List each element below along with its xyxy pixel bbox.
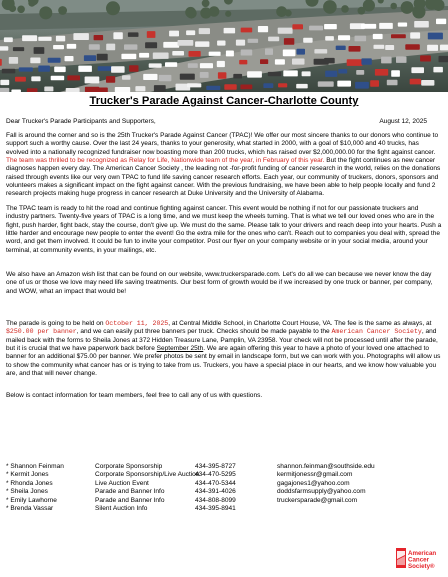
tree-shape bbox=[390, 3, 397, 10]
contact-name: * Sheila Jones bbox=[6, 488, 48, 496]
truck-shape bbox=[318, 81, 334, 86]
truck-shape bbox=[324, 24, 337, 29]
truck-shape bbox=[106, 44, 115, 51]
truck-shape bbox=[218, 72, 227, 78]
truck-shape bbox=[387, 80, 398, 86]
truck-shape bbox=[0, 59, 2, 66]
contact-role: Corporate Sponsorship bbox=[95, 463, 162, 471]
greeting: Dear Trucker's Parade Participants and Supporters, bbox=[6, 118, 156, 125]
truck-shape bbox=[84, 55, 96, 61]
contacts-intro: Below is contact information for team members, feel free to call any of us with questions. bbox=[6, 392, 443, 400]
truck-shape bbox=[30, 58, 40, 64]
truck-shape bbox=[53, 45, 64, 49]
tree-shape bbox=[106, 1, 120, 15]
truck-shape bbox=[113, 32, 122, 39]
truck-shape bbox=[427, 45, 438, 51]
truck-shape bbox=[296, 84, 308, 89]
truck-shape bbox=[115, 87, 130, 92]
truck-shape bbox=[439, 56, 448, 62]
truck-shape bbox=[233, 74, 242, 79]
truck-shape bbox=[391, 34, 406, 38]
truck-shape bbox=[4, 37, 13, 42]
svg-text:American: American bbox=[408, 550, 436, 557]
truck-shape bbox=[217, 41, 225, 46]
truck-shape bbox=[106, 76, 115, 83]
contact-phone: 434-470-5295 bbox=[195, 471, 236, 479]
paragraph-contacts-intro bbox=[6, 392, 443, 400]
truck-shape bbox=[355, 82, 369, 89]
truck-shape bbox=[122, 75, 131, 79]
truck-shape bbox=[2, 69, 16, 74]
team-text: The TPAC team is ready to hit the road and continue fighting against cancer. This event would be nothing if not for our passionate truckers and industry partners. Twenty-five years of TPAC is a long time, and we must keep the wheels turning. That is what we tell our loved ones who are in the fight, push harder, fight back, stay the course, don't give up. We must do the same. Please talk to your drivers and reach deep into your hearts. Push a little harder and encourage new people to enter the event! Go the extra mile for the ones who can't. Reach out to companies you deal with, spread the word, and get them involved. It could be fun to invite your competitor. Post our flyer on your company website or in your social media, around your terminal, at community events, in your mailings, etc. bbox=[6, 205, 443, 255]
tree-shape bbox=[200, 7, 211, 18]
truck-shape bbox=[428, 33, 443, 40]
truck-shape bbox=[111, 66, 125, 73]
contact-role: Corporate Sponsorship/Live Auction bbox=[95, 471, 199, 479]
truck-shape bbox=[324, 58, 335, 64]
truck-shape bbox=[128, 32, 139, 37]
truck-shape bbox=[98, 66, 113, 71]
contact-role: Live Auction Event bbox=[95, 480, 149, 488]
truck-shape bbox=[0, 46, 8, 50]
truck-shape bbox=[436, 19, 446, 25]
truck-shape bbox=[292, 59, 305, 65]
truck-shape bbox=[240, 85, 252, 90]
contact-phone: 434-395-8727 bbox=[195, 463, 236, 471]
truck-shape bbox=[297, 49, 306, 55]
tree-shape bbox=[186, 8, 197, 19]
truck-shape bbox=[200, 63, 213, 68]
truck-shape bbox=[135, 86, 145, 91]
truck-shape bbox=[278, 83, 287, 87]
truck-shape bbox=[268, 37, 279, 42]
details-text-4: , and mailed back with the forms to Sheila Jones at 372 Hidden Treasure Lane, Pamplin, VA 23958. Your check will not be processed until after the parade, but it is crucial that we have paperwork back before bbox=[6, 328, 438, 352]
truck-shape bbox=[258, 26, 268, 32]
contact-role: Silent Auction Info bbox=[95, 505, 147, 513]
truck-shape bbox=[44, 87, 53, 92]
truck-shape bbox=[309, 26, 323, 31]
truck-shape bbox=[153, 53, 169, 59]
truck-shape bbox=[0, 80, 9, 85]
truck-shape bbox=[303, 38, 312, 43]
truck-shape bbox=[165, 62, 177, 67]
truck-shape bbox=[361, 24, 376, 29]
details-text-3: , and we can easily put three banners per truck. Checks should be made payable to the bbox=[77, 328, 332, 335]
truck-shape bbox=[283, 50, 296, 57]
contact-role: Parade and Banner Info bbox=[95, 497, 165, 505]
truck-shape bbox=[147, 31, 156, 38]
svg-text:Society®: Society® bbox=[408, 563, 435, 570]
truck-shape bbox=[268, 72, 281, 76]
tree-shape bbox=[225, 11, 231, 17]
truck-shape bbox=[0, 88, 9, 92]
truck-shape bbox=[275, 59, 285, 64]
truck-shape bbox=[15, 77, 26, 82]
truck-shape bbox=[410, 32, 420, 38]
truck-shape bbox=[236, 40, 245, 46]
truck-shape bbox=[325, 71, 337, 77]
contact-phone: 434-470-5344 bbox=[195, 480, 236, 488]
truck-shape bbox=[187, 83, 201, 87]
truck-shape bbox=[292, 24, 303, 29]
greeting-line bbox=[6, 118, 443, 126]
truck-shape bbox=[139, 53, 149, 58]
contact-email: gagajones1@yahoo.com bbox=[277, 480, 350, 488]
intro-text: Fall is around the corner and so is the 25th Trucker's Parade Against Cancer (TPAC)! We offer our most sincere thanks to our donors who continue to support such a worthy cause. Over the last 24 years, thanks to your generosity, what started in 2000, with a goal of $10,000 and 40 trucks, has evolved into a nationally recognized fundraiser now boasting more than 200 trucks, which has raised over $2,000,000.00 for the fight against cancer. bbox=[6, 132, 438, 156]
truck-shape bbox=[224, 28, 236, 34]
truck-shape bbox=[178, 40, 194, 46]
wishlist-text: We also have an Amazon wish list that can be found on our website, www.truckersparade.com. Let's do all we can because we never know the day one of us or those we love may need life saving treatments. Our best form of growth would be if we increased by one truck or banner, per company, and WOW, what an impact that would be! bbox=[6, 271, 443, 296]
truck-shape bbox=[379, 23, 393, 29]
paperwork-deadline: September 25th bbox=[157, 345, 204, 352]
american-cancer-society-logo bbox=[396, 546, 446, 572]
truck-shape bbox=[11, 90, 21, 93]
truck-shape bbox=[433, 67, 443, 73]
truck-shape bbox=[27, 88, 38, 92]
truck-shape bbox=[349, 46, 361, 52]
details-text-2: , at Central Middle School, in Charlotte Court House, VA. The fee is the same as always, at bbox=[168, 320, 431, 327]
truck-shape bbox=[169, 31, 179, 37]
truck-shape bbox=[325, 36, 334, 41]
truck-shape bbox=[188, 63, 198, 68]
truck-shape bbox=[124, 44, 137, 49]
truck-shape bbox=[414, 21, 429, 28]
truck-shape bbox=[373, 34, 383, 39]
truck-shape bbox=[248, 39, 259, 43]
contact-phone: 434-808-8099 bbox=[195, 497, 236, 505]
tree-shape bbox=[276, 6, 287, 17]
truck-shape bbox=[51, 76, 64, 81]
contact-phone: 434-395-8941 bbox=[195, 505, 236, 513]
truck-shape bbox=[180, 74, 195, 80]
truck-shape bbox=[98, 88, 108, 93]
truck-shape bbox=[54, 67, 65, 73]
contact-name: * Rhonda Jones bbox=[6, 480, 53, 488]
truck-shape bbox=[13, 47, 24, 51]
contact-email: doddsfarmsupply@yahoo.com bbox=[277, 488, 366, 496]
truck-shape bbox=[159, 75, 172, 81]
truck-shape bbox=[149, 63, 162, 67]
truck-shape bbox=[411, 67, 424, 73]
truck-shape bbox=[94, 35, 104, 40]
truck-shape bbox=[19, 67, 33, 71]
truck-shape bbox=[278, 28, 293, 34]
truck-shape bbox=[31, 76, 40, 81]
truck-shape bbox=[121, 54, 136, 59]
truck-shape bbox=[265, 48, 273, 55]
truck-shape bbox=[163, 42, 179, 48]
truck-shape bbox=[206, 86, 220, 90]
tree-shape bbox=[401, 1, 414, 14]
tree-shape bbox=[39, 6, 52, 19]
paragraph-wishlist bbox=[6, 271, 443, 296]
details-text-5: . We are again offering this year to have a photo of your loved one attached to banner for an additional $75.00 per banner. We prefer photos be sent by email in landscape form, but we can work with you. Photographs will allow us to show the community what cancer has or is trying to take from us. Truckers, you have a special place in our hearts, and we know how valuable you are, and that will never change. bbox=[6, 345, 440, 377]
truck-shape bbox=[66, 88, 80, 92]
truck-shape bbox=[284, 38, 294, 45]
truck-shape bbox=[200, 72, 209, 78]
truck-shape bbox=[336, 46, 346, 50]
truck-shape bbox=[97, 54, 108, 61]
paragraph-parade-details bbox=[6, 320, 443, 378]
truck-shape bbox=[67, 44, 77, 49]
truck-shape bbox=[145, 42, 157, 48]
truck-shape bbox=[440, 45, 448, 51]
truck-shape bbox=[89, 44, 100, 50]
truck-shape bbox=[129, 65, 138, 71]
truck-shape bbox=[410, 79, 421, 85]
truck-shape bbox=[396, 56, 407, 63]
tree-shape bbox=[58, 6, 67, 15]
truck-shape bbox=[73, 33, 89, 40]
parade-date: October 11, 2025 bbox=[105, 320, 168, 327]
truck-shape bbox=[338, 69, 347, 74]
paragraph-team bbox=[6, 205, 443, 255]
svg-text:Cancer: Cancer bbox=[408, 557, 430, 564]
truck-shape bbox=[391, 70, 400, 77]
truck-shape bbox=[9, 57, 18, 64]
truck-shape bbox=[398, 23, 407, 27]
contact-role: Parade and Banner Info bbox=[95, 488, 165, 496]
truck-shape bbox=[85, 87, 99, 92]
truck-shape bbox=[361, 58, 371, 64]
truck-shape bbox=[260, 59, 268, 64]
truck-shape bbox=[283, 70, 298, 76]
contact-name: * Shannon Feinman bbox=[6, 463, 64, 471]
truck-shape bbox=[239, 60, 247, 65]
details-text: The parade is going to be held on bbox=[6, 320, 105, 327]
truck-shape bbox=[226, 51, 234, 57]
tree-shape bbox=[17, 6, 25, 14]
contact-email: shannon.feinman@southside.edu bbox=[277, 463, 375, 471]
truck-shape bbox=[224, 84, 236, 90]
contact-email: truckersparade@gmail.com bbox=[277, 497, 357, 505]
contact-name: * Brenda Vassar bbox=[6, 505, 53, 513]
contact-name: * Kermit Jones bbox=[6, 471, 49, 479]
truck-shape bbox=[195, 41, 209, 47]
truck-shape bbox=[421, 80, 434, 86]
truck-shape bbox=[385, 45, 394, 50]
truck-shape bbox=[78, 66, 92, 72]
truck-shape bbox=[143, 74, 157, 80]
truck-shape bbox=[34, 47, 45, 54]
truck-shape bbox=[356, 70, 364, 75]
header-photo bbox=[0, 0, 448, 92]
truck-shape bbox=[172, 51, 184, 56]
contact-phone: 434-391-4026 bbox=[195, 488, 236, 496]
truck-shape bbox=[314, 49, 327, 53]
banner-fee: $250.00 per banner bbox=[6, 328, 77, 335]
truck-shape bbox=[241, 28, 253, 33]
truck-shape bbox=[302, 71, 311, 76]
truck-shape bbox=[56, 36, 65, 42]
truck-shape bbox=[85, 77, 100, 84]
truck-shape bbox=[199, 28, 210, 34]
truck-shape bbox=[209, 52, 221, 56]
intro-text-continued: But the fight continues as new cancer diagnoses happen every day. The American Cancer Society , the leading not -for-profit funding of cancer research in the world, relies on the donations raised through events like our very own TPAC to fund life saving cancer research efforts. Each year, our community of truckers, donors, sponsors and volunteers makes a significant impact on the fight against cancer. With the previous fundraising, we have been able to help people locally and fund 2 research projects making huge progress in cancer research at Duke University and the University of Alabama. bbox=[6, 157, 440, 197]
truck-shape bbox=[241, 50, 253, 56]
truck-shape bbox=[67, 75, 80, 80]
truck-shape bbox=[347, 59, 363, 66]
truck-shape bbox=[405, 44, 420, 49]
tree-shape bbox=[323, 0, 337, 14]
truck-shape bbox=[375, 69, 388, 76]
award-highlight: The team was thrilled to be recognized as Relay for Life, Nationwide team of the year, in February of this year. bbox=[6, 157, 324, 164]
tree-shape bbox=[358, 7, 366, 15]
paragraph-intro bbox=[6, 132, 443, 199]
truck-shape bbox=[263, 83, 273, 88]
trucks-photo-illustration bbox=[0, 0, 448, 92]
truck-shape bbox=[48, 58, 61, 63]
truck-shape bbox=[154, 85, 166, 92]
truck-shape bbox=[247, 71, 262, 77]
payee-name: American Cancer Society bbox=[331, 328, 421, 335]
truck-shape bbox=[374, 45, 385, 49]
page-title: Trucker's Parade Against Cancer-Charlotte County bbox=[0, 95, 448, 107]
truck-shape bbox=[22, 35, 37, 41]
contact-name: * Emily Lawhorne bbox=[6, 497, 57, 505]
truck-shape bbox=[337, 81, 351, 87]
truck-shape bbox=[38, 37, 51, 41]
tree-shape bbox=[341, 5, 349, 13]
truck-shape bbox=[381, 57, 392, 64]
truck-shape bbox=[338, 35, 350, 40]
letter-date: August 12, 2025 bbox=[379, 118, 427, 126]
truck-shape bbox=[420, 55, 431, 61]
truck-shape bbox=[38, 66, 50, 72]
truck-shape bbox=[370, 80, 379, 87]
truck-shape bbox=[189, 51, 201, 57]
truck-shape bbox=[355, 36, 367, 42]
truck-shape bbox=[217, 61, 225, 67]
truck-shape bbox=[186, 30, 195, 35]
contact-email: kermitjonessr@gmail.com bbox=[277, 471, 352, 479]
truck-shape bbox=[65, 56, 74, 61]
